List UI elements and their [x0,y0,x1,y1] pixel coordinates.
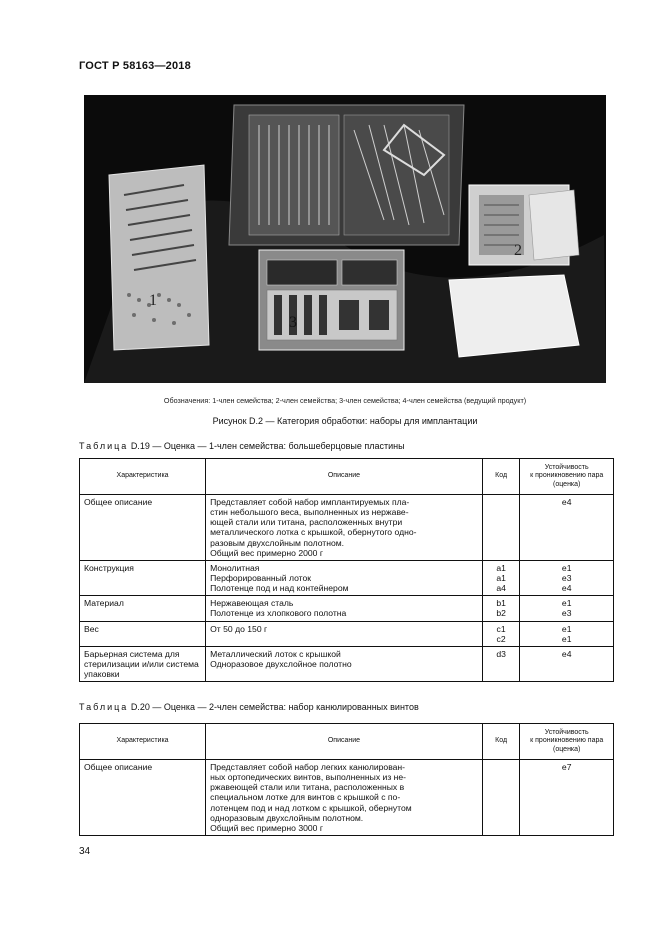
row-characteristic: Материал [80,596,206,621]
col-header-characteristic: Характеристика [80,724,206,760]
row-description [206,646,483,681]
desc-line: Монолитная [210,562,260,573]
desc-line: Металлический лоток с крышкой [210,648,341,659]
member-3-tray [259,250,404,350]
row-description [206,596,483,621]
row-rating: е7 [520,760,614,836]
desc-line: Полотенце из хлопкового полотна [210,608,347,619]
table-row [80,621,614,646]
col-header-rating [520,459,614,495]
desc-line: ржавеющей стали или титана, расположенных в [210,782,405,793]
table1-caption-text: D.19 — Оценка — 1-член семейства: большеберцовые пластины [130,441,405,451]
table1-caption-prefix: Таблица [79,441,129,451]
desc-line: ющей стали или титана, расположенных внутри [210,517,403,528]
row-rating [520,596,614,621]
figure-photo [84,95,606,383]
row-rating: е4 [520,495,614,561]
large-tray [229,105,464,245]
code-line: а4 [496,583,506,594]
row-characteristic: Общее описание [80,760,206,836]
row-code [482,596,520,621]
col-header-code: Код [482,459,520,495]
desc-line: Представляет собой набор имплантируемых пла- [210,497,410,507]
implant-sets-photo [84,95,606,383]
desc-line: Перфорированный лоток [210,572,312,583]
col-header-characteristic: Характеристика [80,459,206,495]
desc-line: стин небольшого веса, выполненных из нержаве- [210,507,409,518]
table2-caption [79,702,419,712]
desc-line: Нержавеющая сталь [210,598,294,609]
table-row [80,495,614,561]
marker-3: 3 [289,314,297,331]
row-description [206,495,483,561]
row-rating [520,621,614,646]
table-d20 [79,723,614,836]
desc-line: специальном лотке для винтов с крышкой с по- [210,792,401,803]
row-description [206,760,483,836]
page-number: 34 [79,846,91,857]
rating-line: е3 [561,608,572,619]
code-line: с1 [496,623,506,634]
desc-line: Общий вес примерно 3000 г [210,822,323,833]
desc-line: Представляет собой набор легких канюлирован- [210,762,406,772]
desc-line: Одноразовое двухслойное полотно [210,658,352,669]
figure-caption: Рисунок D.2 — Категория обработки: наборы для имплантации [212,416,478,426]
desc-line: лотенцем под и над лотком с крышкой, обернутом [210,802,412,813]
row-description [206,560,483,595]
table2-caption-prefix: Таблица [79,702,129,712]
table-row [80,646,614,681]
table-row [80,596,614,621]
desc-line: ных ортопедических винтов, выполненных из не- [210,772,407,783]
rating-line: е4 [561,583,572,594]
marker-1: 1 [149,292,157,309]
row-rating: е4 [520,646,614,681]
member-2-tray [469,185,579,265]
table-header-row [80,459,614,495]
member-4-wrap [449,275,579,357]
code-line: а1 [496,562,506,573]
table-row [80,560,614,595]
code-line: b1 [496,598,506,609]
table-header-row [80,724,614,760]
marker-2: 2 [514,242,522,259]
rating-line: е1 [561,562,572,573]
figure-legend: Обозначения: 1-член семейства; 2-член семейства; 3-член семейства; 4-член семейства (ведущий продукт) [163,396,527,405]
code-line: а1 [496,572,506,583]
col-header-description: Описание [206,459,483,495]
rating-line: е1 [561,623,572,634]
col-header-rating [520,724,614,760]
row-description [206,621,483,646]
row-code [482,760,520,836]
row-code [482,495,520,561]
desc-line: От 50 до 150 г [210,623,268,634]
rating-line: е1 [561,633,572,644]
code-line: b2 [496,608,506,619]
row-characteristic: Общее описание [80,495,206,561]
table1-caption [79,441,405,451]
row-characteristic: Барьерная система для стерилизации и/или системa упаковки [80,646,206,681]
row-code [482,560,520,595]
rating-header-line: Устойчивость к проникновению пара (оценка) [530,729,604,753]
desc-line: разовым двухслойным полотном. [210,537,345,548]
table2-caption-text: D.20 — Оценка — 2-член семейства: набор канюлированных винтов [130,702,419,712]
rating-header-line: Устойчивость к проникновению пара (оценка) [530,464,604,488]
table-d19 [79,458,614,682]
col-header-description: Описание [206,724,483,760]
row-rating [520,560,614,595]
table-row [80,760,614,836]
row-characteristic: Конструкция [80,560,206,595]
rating-line: е3 [561,572,572,583]
desc-line: Полотенце под и над контейнером [210,583,349,594]
row-code: d3 [482,646,520,681]
desc-line: металлического лотка с крышкой, обернутого одно- [210,527,417,538]
desc-line: Общий вес примерно 2000 г [210,547,323,558]
row-code [482,621,520,646]
document-header: ГОСТ Р 58163—2018 [79,60,191,72]
member-1-tray [109,165,209,350]
rating-line: е1 [561,598,572,609]
row-characteristic: Вес [80,621,206,646]
desc-line: одноразовым двухслойным полотном. [210,812,364,823]
col-header-code: Код [482,724,520,760]
code-line: с2 [496,633,506,644]
